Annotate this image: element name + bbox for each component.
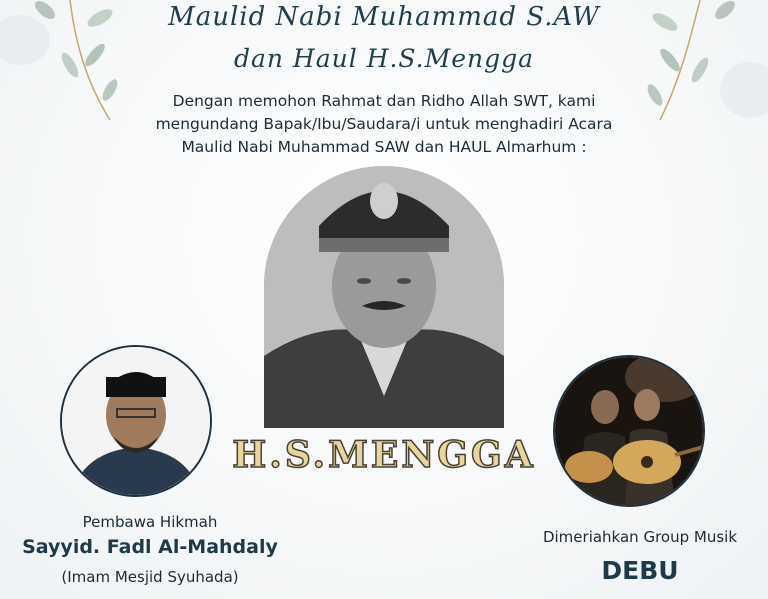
- speaker-name: Sayyid. Fadl Al-Mahdaly: [22, 536, 278, 558]
- speaker-affiliation: (Imam Mesjid Syuhada): [61, 568, 239, 586]
- event-title: Maulid Nabi Muhammad S.AW: [168, 2, 600, 32]
- invitation-text: [120, 90, 648, 159]
- music-role: Dimeriahkan Group Musik: [542, 528, 738, 546]
- music-group-photo-image: [555, 357, 703, 505]
- invitation-line-3: Maulid Nabi Muhammad SAW dan HAUL Almarhum :: [181, 138, 587, 156]
- invitation-line-2: mengundang Bapak/Ibu/Saudara/i untuk menghadiri Acara: [155, 115, 613, 133]
- speaker-photo-image: [62, 347, 210, 495]
- speaker-photo: [60, 345, 212, 497]
- honoree-portrait-image: [264, 166, 504, 428]
- invitation-line-1: Dengan memohon Rahmat dan Ridho Allah SWT, kami: [172, 92, 596, 110]
- event-subtitle: dan Haul H.S.Mengga: [233, 44, 535, 73]
- speaker-role: Pembawa Hikmah: [82, 513, 218, 531]
- honoree-portrait: [264, 166, 504, 428]
- honoree-name: H.S.MENGGA: [232, 434, 536, 476]
- music-group-name: DEBU: [601, 556, 679, 585]
- music-group-photo: [553, 355, 705, 507]
